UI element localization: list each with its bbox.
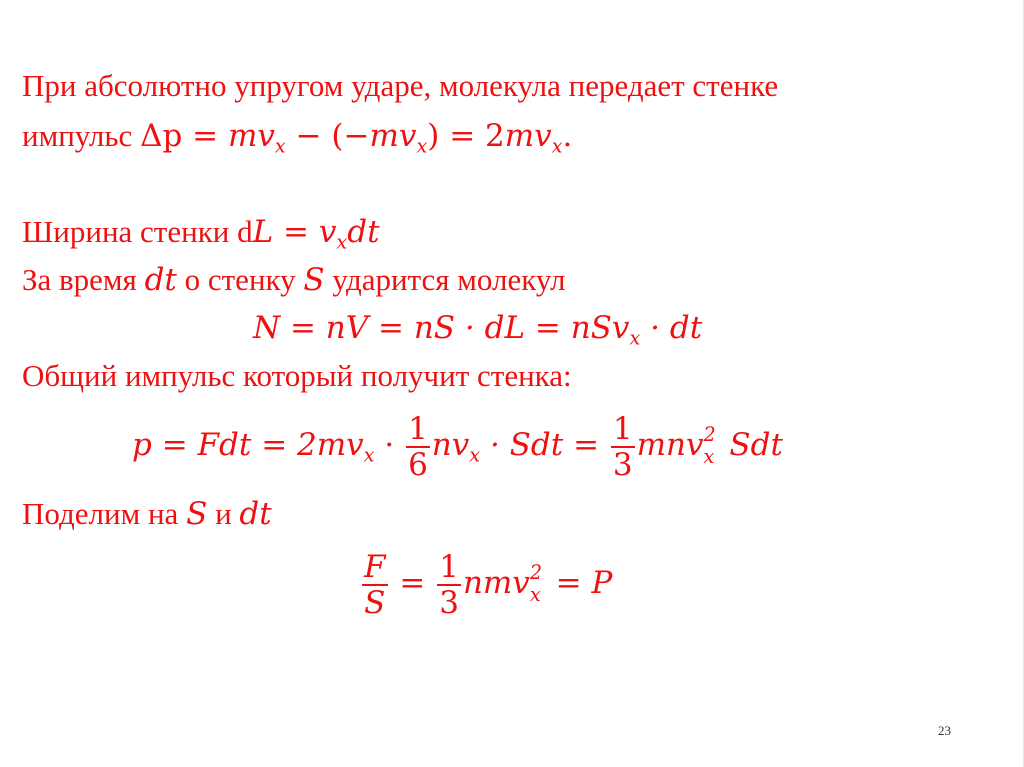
formula-divide-dt: dt bbox=[239, 496, 272, 532]
formula-divide-S: S bbox=[186, 496, 208, 532]
text-line-momentum bbox=[22, 118, 573, 158]
fraction-one-third: $\frac{1}{3}$ bbox=[612, 410, 633, 483]
page-number: 23 bbox=[938, 723, 951, 738]
formula-pressure: $\frac{F}{S}$ = $\frac{1}{3}$ nmv 2 x = P bbox=[364, 548, 613, 621]
text-time-mid: о стенку bbox=[176, 262, 304, 297]
formula-S: S bbox=[303, 262, 325, 298]
text-divide-prefix: Поделим на bbox=[22, 496, 187, 531]
text-time-suffix: ударится молекул bbox=[324, 262, 566, 297]
text-wall-width-label: Ширина стенки d bbox=[22, 214, 253, 249]
text-divide-and: и bbox=[207, 496, 240, 531]
fraction-F-over-S: $\frac{F}{S}$ bbox=[364, 548, 386, 621]
text-momentum-label: импульс bbox=[22, 118, 141, 153]
fraction-one-sixth: $\frac{1}{6}$ bbox=[408, 410, 428, 483]
fraction-one-third-final: $\frac{1}{3}$ bbox=[439, 548, 459, 621]
formula-wall-width: $L = v_xdt$ bbox=[252, 214, 380, 254]
formula-dt: dt bbox=[144, 262, 177, 298]
text-elastic-impact: При абсолютно упругом ударе, молекула передает стенке bbox=[22, 68, 779, 103]
formula-molecule-count: N = nV = nS · dL = nSv$_x$ · dt bbox=[253, 310, 703, 350]
text-line-time bbox=[22, 262, 565, 298]
text-line-divide bbox=[22, 496, 272, 532]
formula-total-momentum: p = Fdt = $2mv_x$ · $\frac{1}{6}$ $nv_x$ · Sdt = $\frac{1}{3}$ mnv 2 x Sdt bbox=[132, 410, 783, 483]
formula-momentum-change: $\Delta p = mv_x - (-mv_x) = 2mv_x$. bbox=[140, 118, 573, 158]
text-total-momentum: Общий импульс который получит стенка: bbox=[22, 358, 572, 393]
text-line-elastic-impact bbox=[22, 68, 778, 104]
text-time-prefix: За время bbox=[22, 262, 145, 297]
text-line-wall-width bbox=[22, 214, 380, 254]
